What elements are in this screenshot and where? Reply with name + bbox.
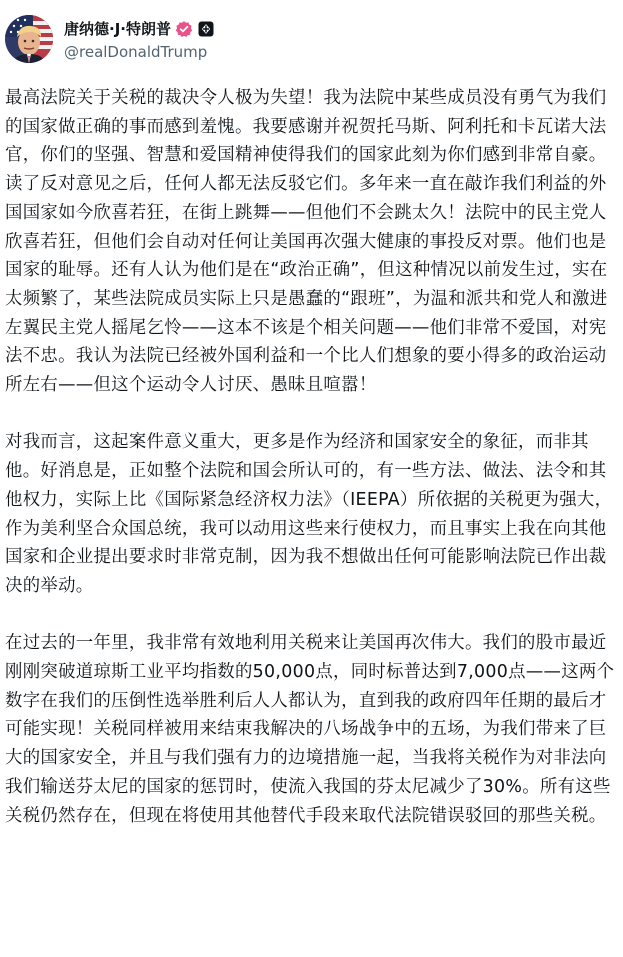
user-handle[interactable]: @realDonaldTrump xyxy=(64,42,208,61)
display-name[interactable]: 唐纳德·J·特朗普 xyxy=(64,19,171,38)
post-text xyxy=(5,84,620,830)
verified-badge-icon[interactable] xyxy=(175,20,193,38)
avatar[interactable] xyxy=(5,15,53,63)
post-paragraph-2: 对我而言，这起案件意义重大，更多是作为经济和国家安全的象征，而非其他。好消息是，正如整个法院和国会所认可的，有一些方法、做法、法令和其他权力，实际上比《国际紧急经济权力法》（IEEPA）所依据的关税更为强大，作为美利坚合众国总统，我可以动用这些来行使权力，而且事实上我在向其他国家和企业提出要求时非常克制，因为我不想做出任何可能影响法院已作出裁决的举动。 xyxy=(5,432,613,596)
post-paragraph-1: 最高法院关于关税的裁决令人极为失望！我为法院中某些成员没有勇气为我们的国家做正确的事而感到羞愧。我要感谢并祝贺托马斯、阿利托和卡瓦诺大法官，你们的坚强、智慧和爱国精神使得我们的国家此刻为你们感到非常自豪。读了反对意见之后，任何人都无法反驳它们。多年来一直在敲诈我们利益的外国国家如今欣喜若狂，在街上跳舞——但他们不会跳太久！法院中的民主党人欣喜若狂，但他们会自动对任何让美国再次强大健康的事投反对票。他们也是国家的耻辱。还有人认为他们是在“政治正确”，但这种情况以前发生过，实在太频繁了，某些法院成员实际上只是愚蠢的“跟班”，为温和派共和党人和激进左翼民主党人摇尾乞怜——这本不该是个相关问题——他们非常不爱国，对宪法不忠。我认为法院已经被外国利益和一个比人们想象的要小得多的政治运动所左右——但这个运动令人讨厌、愚昧且喧嚣！ xyxy=(5,88,608,396)
author-names xyxy=(64,17,215,62)
name-row xyxy=(64,17,215,41)
post-header xyxy=(5,11,215,67)
post-paragraph-3: 在过去的一年里，我非常有效地利用关税来让美国再次伟大。我们的股市最近刚刚突破道琼斯工业平均指数的50,000点，同时标普达到7,000点——这两个数字在我们的压倒性选举胜利后人人都认为，直到我的政府四年任期的最后才可能实现！关税同样被用来结束我解决的八场战争中的五场，为我们带来了巨大的国家安全，并且与我们强有力的边境措施一起，当我将关税作为对非法向我们输送芬太尼的国家的惩罚时，使流入我国的芬太尼减少了30%。所有这些关税仍然存在，但现在将使用其他替代手段来取代法院错误驳回的那些关税。 xyxy=(5,633,615,826)
affiliate-badge-icon[interactable] xyxy=(197,20,215,38)
avatar-image xyxy=(5,15,53,63)
